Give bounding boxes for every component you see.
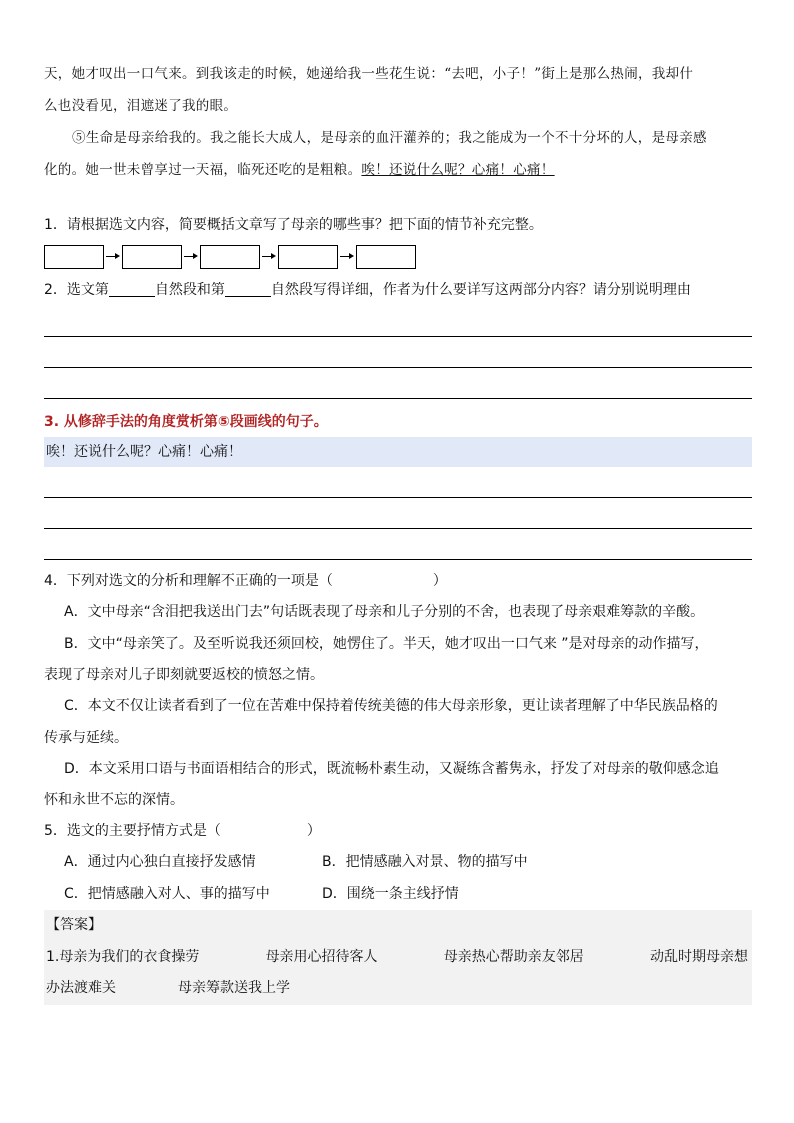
answer-line[interactable] xyxy=(44,498,752,529)
q2-answer-area xyxy=(44,306,752,399)
option-d[interactable]: D．围绕一条主线抒情 xyxy=(322,885,459,902)
question-4 xyxy=(44,566,752,597)
fill-blank[interactable] xyxy=(109,280,155,297)
plot-answer-box[interactable] xyxy=(356,245,416,269)
answer-section xyxy=(44,910,752,1005)
option-a[interactable]: A．通过内心独白直接抒发感情 xyxy=(64,854,256,870)
answer-item: 动乱时期母亲想 xyxy=(649,948,748,965)
answer-title: 【答案】 xyxy=(46,917,102,933)
answer-row xyxy=(46,942,752,974)
plot-answer-box[interactable] xyxy=(278,245,338,269)
answer-row xyxy=(46,973,752,1005)
arrow-right-icon xyxy=(260,245,278,269)
paragraph-5-text: ⑤生命是母亲给我的。我之能长大成人，是母亲的血汗灌养的；我之能成为一个不十分坏的人，是母亲感 xyxy=(72,130,707,146)
underlined-sentence: 唉！还说什么呢？心痛！心痛！ xyxy=(361,162,555,178)
q2-suffix: 自然段写得详细，作者为什么要详写这两部分内容？请分别说明理由 xyxy=(270,282,691,298)
answer-line[interactable] xyxy=(44,467,752,498)
option-b[interactable] xyxy=(44,629,752,661)
option-d[interactable] xyxy=(44,754,752,786)
passage-line: 天，她才叹出一口气来。到我该走的时候，她递给我一些花生说：“去吧，小子！”街上是那么热闹，我却什 xyxy=(44,66,694,82)
answer-line[interactable] xyxy=(44,337,752,368)
option-d-line1: D．本文采用口语与书面语相结合的形式，既流畅朴素生动，又凝练含蓄隽永，抒发了对母亲的敬仰感念追 xyxy=(64,760,719,777)
option-c-line2: 传承与延续。 xyxy=(44,729,128,746)
reading-passage xyxy=(44,58,752,186)
question-2 xyxy=(44,275,752,306)
passage-line: 么也没看见，泪遮迷了我的眼。 xyxy=(44,98,238,114)
q3-answer-area xyxy=(44,467,752,560)
q4-close: ） xyxy=(432,573,447,589)
answer-item: 母亲热心帮助亲友邻居 xyxy=(443,948,584,965)
question-3: 3. 从修辞手法的角度赏析第⑤段画线的句子。 xyxy=(44,414,328,430)
option-b-line2: 表现了母亲对儿子即刻就要返校的愤怒之情。 xyxy=(44,667,324,683)
plot-answer-box[interactable] xyxy=(44,245,104,269)
plot-answer-box[interactable] xyxy=(122,245,182,269)
option-b[interactable]: B．把情感融入对景、物的描写中 xyxy=(322,854,528,870)
option-a[interactable]: A．文中母亲“含泪把我送出门去”句话既表现了母亲和儿子分别的不舍，也表现了母亲艰难筹款的辛酸。 xyxy=(64,604,705,620)
q2-prefix: 2．选文第 xyxy=(44,282,109,298)
paragraph-5-text-cont: 化的。她一世未曾享过一天福，临死还吃的是粗粮。 xyxy=(44,162,362,178)
q4-stem: 4．下列对选文的分析和理解不正确的一项是（ xyxy=(44,573,333,589)
plot-flowchart xyxy=(44,243,752,271)
answer-line[interactable] xyxy=(44,306,752,337)
q5-stem: 5．选文的主要抒情方式是（ xyxy=(44,823,221,839)
question-5 xyxy=(44,816,752,847)
arrow-right-icon xyxy=(182,245,200,269)
plot-answer-box[interactable] xyxy=(200,245,260,269)
passage-paragraph-5 xyxy=(44,122,752,154)
question-1: 1．请根据选文内容，简要概括文章写了母亲的哪些事？把下面的情节补充完整。 xyxy=(44,217,543,233)
arrow-right-icon xyxy=(104,245,122,269)
worksheet-page xyxy=(44,58,752,1005)
option-c[interactable] xyxy=(44,691,752,723)
answer-item-cont: 办法渡难关 xyxy=(46,980,116,996)
answer-item: 母亲用心招待客人 xyxy=(265,948,378,965)
quoted-sentence-highlight: 唉！还说什么呢？心痛！心痛！ xyxy=(44,437,752,467)
answer-line[interactable] xyxy=(44,529,752,560)
passage-line xyxy=(44,154,752,186)
option-d-line2: 怀和永世不忘的深情。 xyxy=(44,792,184,808)
q5-close: ） xyxy=(306,823,321,839)
arrow-right-icon xyxy=(338,245,356,269)
q5-options-row-2 xyxy=(44,879,752,911)
answer-line[interactable] xyxy=(44,368,752,399)
option-c-line1: C．本文不仅让读者看到了一位在苦难中保持着传统美德的伟大母亲形象，更让读者理解了中华民族品格的 xyxy=(64,698,718,714)
option-b-line1: B．文中“母亲笑了。及至听说我还须回校，她愣住了。半天，她才叹出一口气来 ”是对母亲的动作描写， xyxy=(64,635,709,652)
q2-middle: 自然段和第 xyxy=(154,282,225,298)
answer-item: 1.母亲为我们的衣食操劳 xyxy=(46,948,200,965)
answer-item: 母亲筹款送我上学 xyxy=(178,980,290,996)
q5-options-row-1 xyxy=(44,847,752,879)
option-c[interactable]: C．把情感融入对人、事的描写中 xyxy=(64,885,270,902)
fill-blank[interactable] xyxy=(225,280,271,297)
